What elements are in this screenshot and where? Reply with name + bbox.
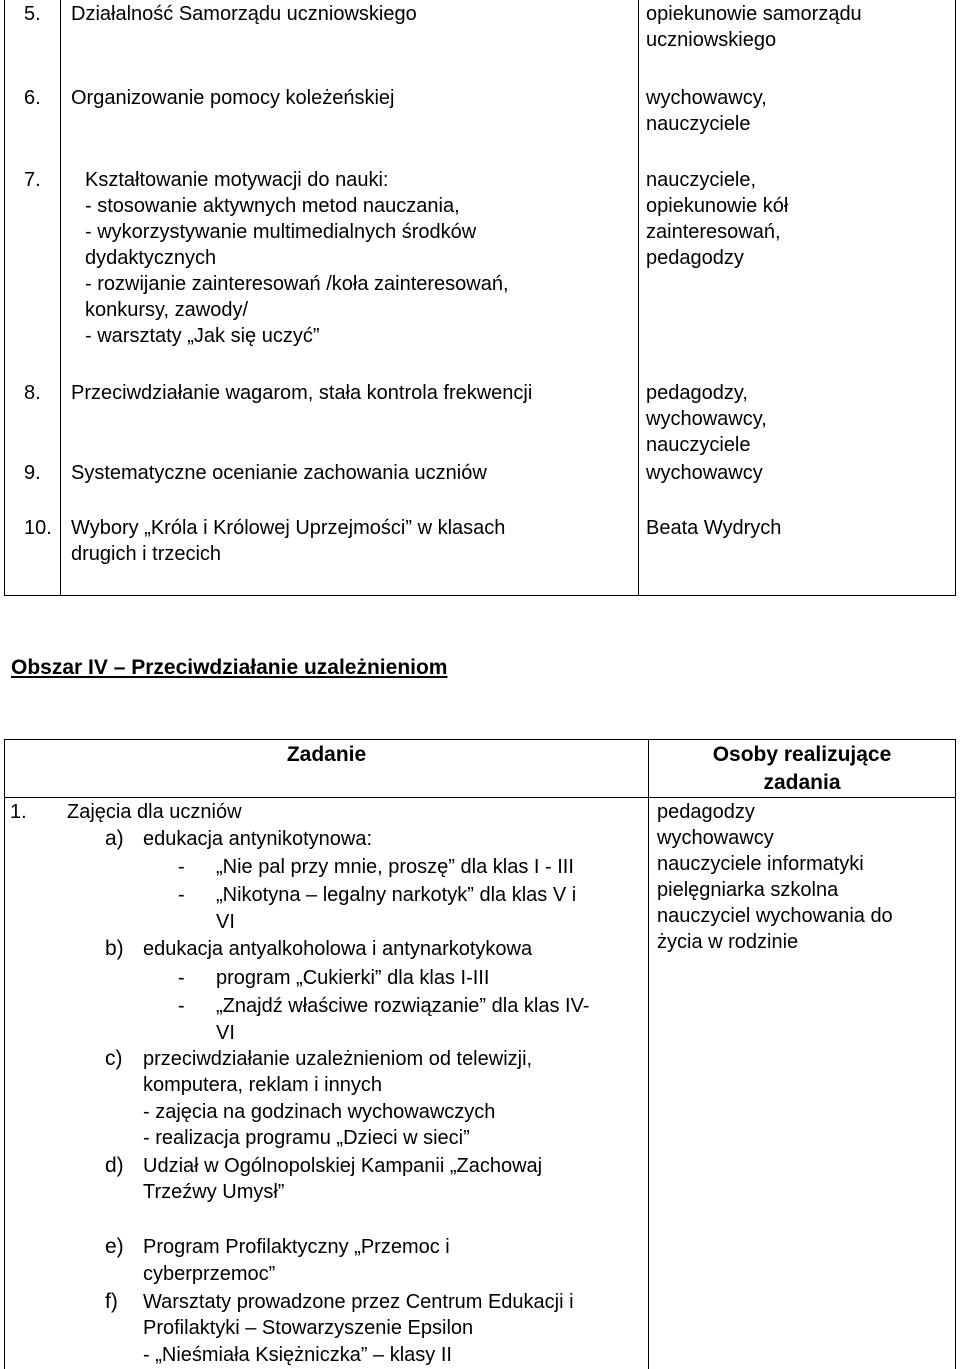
table-row-persons: życia w rodzinie [657,931,799,953]
table-row-persons: wychowawcy [646,462,763,484]
table2-col-divider [648,739,649,1369]
table-row-num: 5. [24,3,41,25]
table-row-task: - stosowanie aktywnych metod nauczania, [85,195,460,217]
sub-item: „Nie pal przy mnie, proszę” dla klas I - III [216,856,574,878]
table1-bottom-border [4,595,956,596]
list-item-letter: b) [105,937,124,960]
list-item: Trzeźwy Umysł” [143,1181,285,1203]
table-header-persons: zadania [763,771,841,794]
list-item-letter: d) [105,1154,124,1177]
table-row-persons: Beata Wydrych [646,517,782,539]
table-header-persons: Osoby realizujące [712,743,892,766]
table-row-persons: opiekunowie samorządu [646,3,862,25]
sub-item: VI [216,1022,235,1044]
list-item: Profilaktyki – Stowarzyszenie Epsilon [143,1317,474,1339]
list-item: Program Profilaktyczny „Przemoc i [143,1236,450,1258]
sub-item-dash: - [178,995,185,1017]
table-row-num: 8. [24,382,41,404]
table-row-persons: wychowawcy, [646,408,767,430]
list-item: edukacja antyalkoholowa i antynarkotykowa [143,938,533,960]
list-item: edukacja antynikotynowa: [143,828,373,850]
table-row-task: drugich i trzecich [71,543,222,565]
table-row-persons: nauczyciele informatyki [657,853,864,875]
table2-top-border [4,739,956,740]
table-row-persons: nauczyciele [646,113,751,135]
table-row-num: 9. [24,462,41,484]
sub-item: „Znajdź właściwe rozwiązanie” dla klas IV- [216,995,590,1017]
table-row-task: Działalność Samorządu uczniowskiego [71,3,417,25]
table-row-task: Przeciwdziałanie wagarom, stała kontrola frekwencji [71,382,533,404]
table-row-persons: pedagodzy [646,247,744,269]
table2-left-border [4,739,5,1369]
table-row-persons: wychowawcy, [646,87,767,109]
list-item-letter: f) [105,1290,118,1313]
table-row-task: - wykorzystywanie multimedialnych środków [85,221,477,243]
table-row-task: Organizowanie pomocy koleżeńskiej [71,87,395,109]
table-row-persons: pielęgniarka szkolna [657,879,839,901]
table-row-persons: nauczyciel wychowania do [657,905,893,927]
table-row-persons: nauczyciele [646,434,751,456]
table1-right-border [955,0,956,596]
table2-right-border [955,739,956,1369]
sub-item: program „Cukierki” dla klas I-III [216,967,490,989]
list-item: cyberprzemoc” [143,1263,276,1285]
table-row-task: Systematyczne ocenianie zachowania uczniów [71,462,487,484]
section-heading: Obszar IV – Przeciwdziałanie uzależnieniom [11,656,448,679]
table-row-persons: wychowawcy [657,827,774,849]
table1-left-border [4,0,5,596]
table-row-persons: nauczyciele, [646,169,757,191]
sub-item-dash: - [178,856,185,878]
sub-item: „Nikotyna – legalny narkotyk” dla klas V i [216,884,577,906]
table2-header-divider [4,797,956,798]
sub-item-dash: - [178,967,185,989]
sub-item-dash: - [178,884,185,906]
list-item: przeciwdziałanie uzależnieniom od telewizji, [143,1048,533,1070]
table-row-persons: uczniowskiego [646,29,777,51]
table-row-task: Wybory „Króla i Królowej Uprzejmości” w klasach [71,517,506,539]
list-item: Udział w Ogólnopolskiej Kampanii „Zachowaj [143,1155,543,1177]
list-item: komputera, reklam i innych [143,1074,382,1096]
sub-item: VI [216,911,235,933]
list-item-letter: e) [105,1235,124,1258]
list-item-letter: a) [105,827,124,850]
table-row-persons: pedagodzy [657,801,755,823]
table-row-num: 6. [24,87,41,109]
table-row-persons: opiekunowie kół [646,195,789,217]
list-item: Warsztaty prowadzone przez Centrum Edukacji i [143,1291,574,1313]
list-item: - zajęcia na godzinach wychowawczych [143,1101,496,1123]
table-row-persons: zainteresowań, [646,221,781,243]
table1-col-divider [638,0,639,596]
table1-num-divider [60,0,61,596]
list-item: - „Nieśmiała Księżniczka” – klasy II [143,1344,452,1366]
table-row-num: 7. [24,169,41,191]
table-row-num: 1. [10,801,27,823]
list-item: - realizacja programu „Dzieci w sieci” [143,1127,470,1149]
table-row-title: Zajęcia dla uczniów [67,801,242,823]
table-row-persons: pedagodzy, [646,382,748,404]
table-row-task: Kształtowanie motywacji do nauki: [85,169,389,191]
table-header-task: Zadanie [286,743,367,766]
table-row-task: konkursy, zawody/ [85,299,249,321]
table-row-num: 10. [24,517,52,539]
table-row-task: - warsztaty „Jak się uczyć” [85,325,320,347]
list-item-letter: c) [105,1047,123,1070]
table-row-task: - rozwijanie zainteresowań /koła zainteresowań, [85,273,509,295]
table-row-task: dydaktycznych [85,247,217,269]
